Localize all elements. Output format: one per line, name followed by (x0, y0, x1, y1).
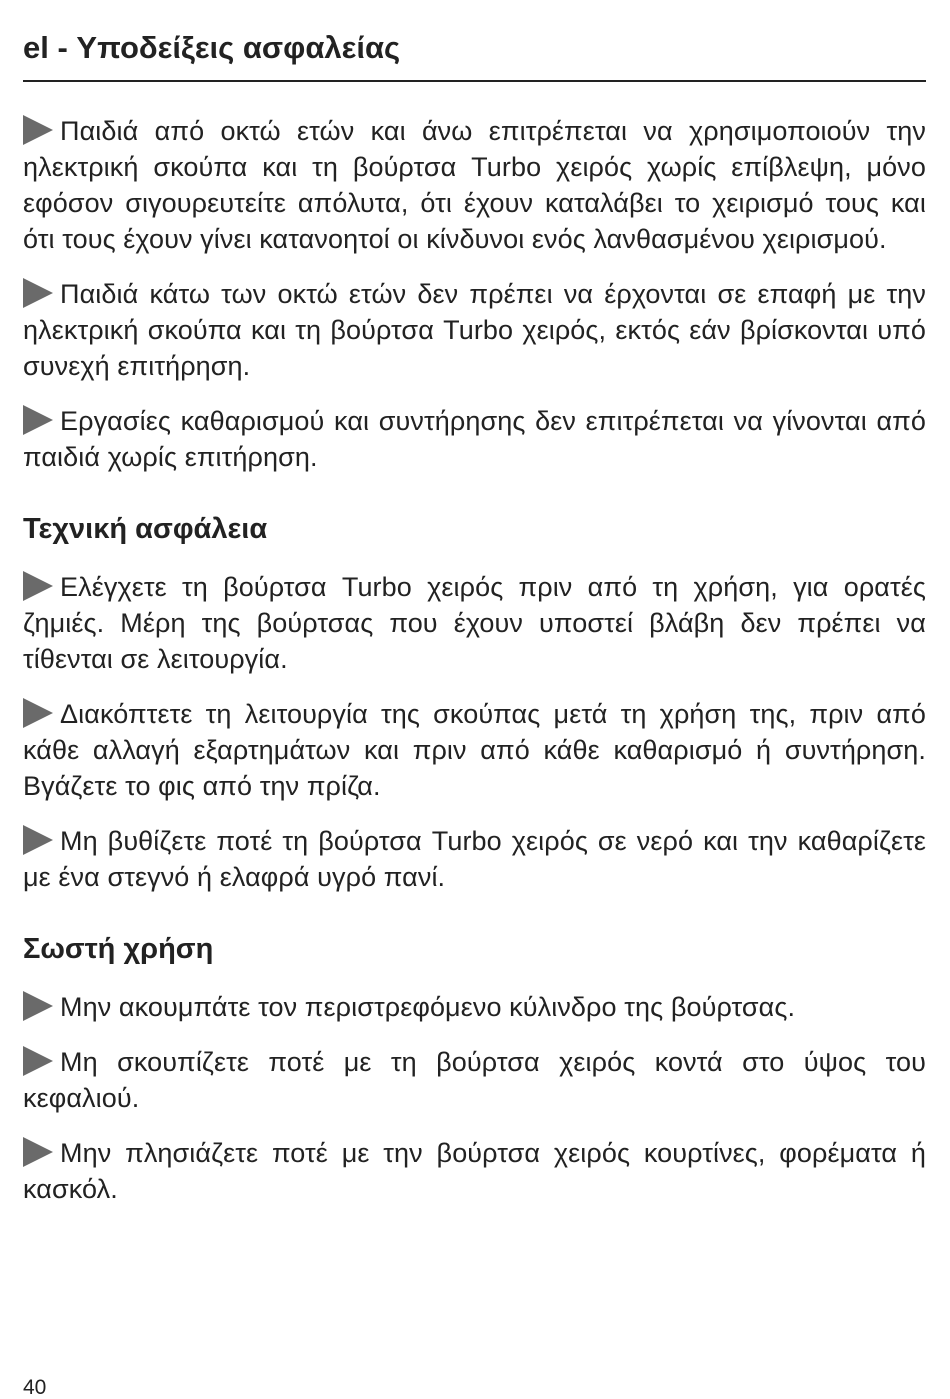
safety-item (23, 113, 926, 257)
safety-item (23, 823, 926, 895)
safety-item (23, 696, 926, 804)
safety-item (23, 276, 926, 384)
safety-item-text: Παιδιά από οκτώ ετών και άνω επιτρέπεται να χρησιμοποιούν την ηλεκτρική σκούπα και τη βούρτσα Turbo χειρός χωρίς επίβλεψη, μόνο εφόσον σιγουρευτείτε απόλυτα, ότι έχουν καταλάβει το χειρισμό τους και ότι τους έχουν γίνει κατανοητοί οι κίνδυνοι ενός λανθασμένου χειρισμού. (23, 116, 926, 254)
document-body (23, 113, 926, 1226)
triangle-arrow-icon (23, 571, 53, 601)
section-heading-correct-use: Σωστή χρήση (23, 933, 214, 965)
triangle-arrow-icon (23, 1137, 53, 1167)
safety-item-text: Μην ακουμπάτε τον περιστρεφόμενο κύλινδρο της βούρτσας. (60, 992, 796, 1022)
page-number: 40 (23, 1376, 47, 1399)
section-children-safety (23, 113, 926, 475)
safety-item-text: Μη βυθίζετε ποτέ τη βούρτσα Turbo χειρός σε νερό και την καθαρίζετε με ένα στεγνό ή ελαφρά υγρό πανί. (23, 826, 926, 892)
page-title: el - Υποδείξεις ασφαλείας (23, 30, 401, 65)
triangle-arrow-icon (23, 991, 53, 1021)
triangle-arrow-icon (23, 405, 53, 435)
triangle-arrow-icon (23, 278, 53, 308)
safety-item-text: Μη σκουπίζετε ποτέ με τη βούρτσα χειρός κοντά στο ύψος του κεφαλιού. (23, 1047, 926, 1113)
safety-item-text: Μην πλησιάζετε ποτέ με την βούρτσα χειρός κουρτίνες, φορέματα ή κασκόλ. (23, 1138, 926, 1204)
safety-item-text: Παιδιά κάτω των οκτώ ετών δεν πρέπει να έρχονται σε επαφή με την ηλεκτρική σκούπα και τη βούρτσα Turbo χειρός, εκτός εάν βρίσκονται υπό συνεχή επιτήρηση. (23, 279, 926, 381)
safety-item (23, 989, 926, 1025)
safety-item (23, 1135, 926, 1207)
safety-item (23, 403, 926, 475)
triangle-arrow-icon (23, 1046, 53, 1076)
safety-item (23, 569, 926, 677)
safety-item-text: Ελέγχετε τη βούρτσα Turbo χειρός πριν από τη χρήση, για ορατές ζημιές. Μέρη της βούρτσας που έχουν υποστεί βλάβη δεν πρέπει να τίθενται σε λειτουργία. (23, 572, 926, 674)
safety-item-text: Διακόπτετε τη λειτουργία της σκούπας μετά τη χρήση της, πριν από κάθε αλλαγή εξαρτημάτων και πριν από κάθε καθαρισμό ή συντήρηση. Βγάζετε το φις από την πρίζα. (23, 699, 926, 801)
section-heading-technical-safety: Τεχνική ασφάλεια (23, 513, 268, 545)
triangle-arrow-icon (23, 115, 53, 145)
safety-item-text: Εργασίες καθαρισμού και συντήρησης δεν επιτρέπεται να γίνονται από παιδιά χωρίς επιτήρηση. (23, 406, 926, 472)
section-technical-safety (23, 511, 926, 895)
section-correct-use (23, 931, 926, 1207)
triangle-arrow-icon (23, 825, 53, 855)
triangle-arrow-icon (23, 698, 53, 728)
header-divider (23, 80, 926, 82)
safety-item (23, 1044, 926, 1116)
